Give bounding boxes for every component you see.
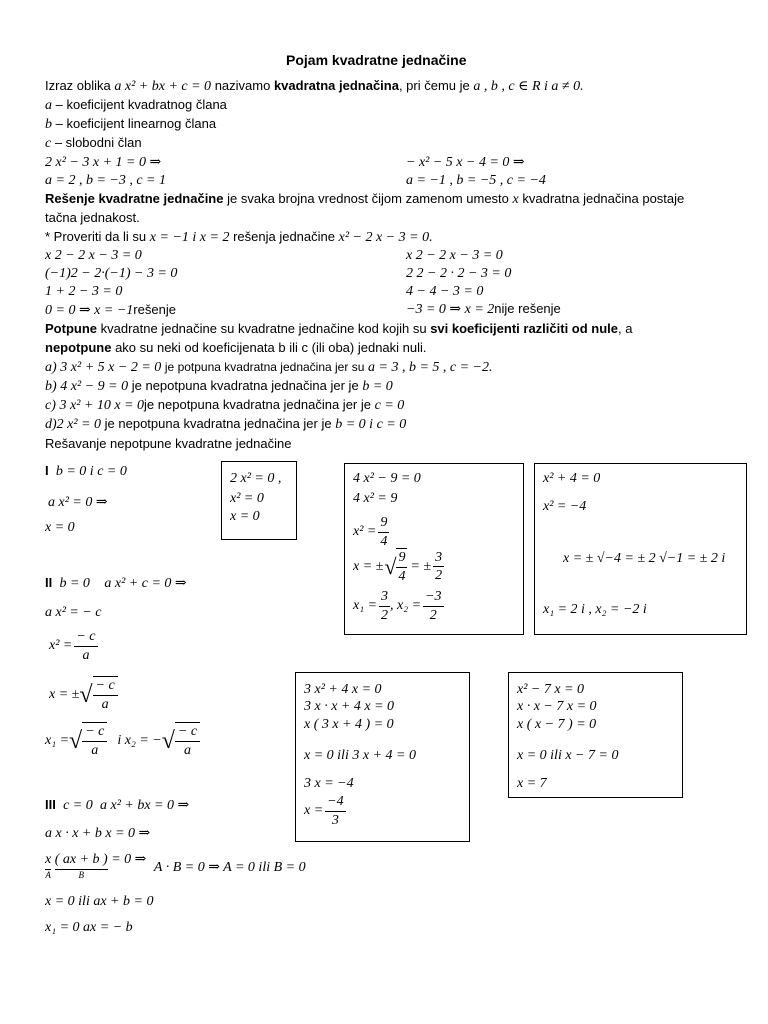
check-prompt: * Proveriti da li su x = −1 i x = 2 rešenja jednačine x² − 2 x − 3 = 0. [45, 229, 433, 245]
general-equation: a x² + bx + c = 0 [114, 79, 212, 94]
check-right-1: x 2 − 2 x − 3 = 0 [406, 248, 503, 263]
check-left-2: (−1)2 − 2·(−1) − 3 = 0 [45, 266, 178, 281]
coef-b: b – koeficijent linearnog člana [45, 116, 217, 132]
solution-definition-cont: tačna jednakost. [45, 210, 140, 225]
case2-header: II b = 0 a x² + c = 0 ⇒ [45, 575, 187, 591]
example1-coef: a = 2 , b = −3 , c = 1 [45, 173, 167, 188]
case1-header: I b = 0 i c = 0 [45, 463, 127, 479]
check-left-4: 0 = 0 ⇒ x = −1rešenje [45, 302, 176, 318]
check-left-1: x 2 − 2 x − 3 = 0 [45, 248, 142, 263]
coef-a: a – koeficijent kvadratnog člana [45, 97, 227, 113]
case2-line4: x₁ = √ − c a i x₂ = − √ − c a [45, 722, 200, 759]
example-a: a) 3 x² + 5 x − 2 = 0 je potpuna kvadratna jednačina jer su a = 3 , b = 5 , c = −2. [45, 360, 493, 375]
case2-line2: x² = $\frac{- c}{a}$ [49, 629, 96, 663]
example2-coef: a = −1 , b = −5 , c = −4 [406, 173, 546, 188]
example2-eq: − x² − 5 x − 4 = 0 ⇒ [406, 155, 525, 170]
example-box-2: 4 x² − 9 = 0 4 x² = 9 x² = $\frac{9}{4}$ x = ± √ $\frac{9}{4}$ = ± $\frac{3}{2}$ x₁ = $\frac{3}{2}$ , x₂ = $\frac{-3}{2}$ [344, 463, 524, 635]
case2-line3: x = ± √ − c a [49, 676, 118, 713]
complete-definition: Potpune kvadratne jednačine su kvadratne jednačine kod kojih su svi koeficijenti različiti od nule, a [45, 321, 633, 336]
solution-definition: Rešenje kvadratne jednačine je svaka brojna vrednost čijom zamenom umesto x kvadratna jednačina postaje [45, 191, 685, 207]
case3-line4: x₁ = 0 ax = − b [45, 920, 133, 935]
case1-line2: x = 0 [45, 520, 75, 535]
example-b: b) 4 x² − 9 = 0 je nepotpuna kvadratna jednačina jer je b = 0 [45, 378, 393, 394]
check-right-2: 2 2 − 2 · 2 − 3 = 0 [406, 266, 512, 281]
case3-line2: x A ( ax + b ) B = 0 ⇒ A · B = 0 ⇒ A = 0 ili B = 0 [45, 852, 306, 880]
example-box-1: 2 x² = 0 , x² = 0 x = 0 [221, 461, 297, 540]
case1-line1: a x² = 0 ⇒ [48, 495, 108, 510]
case2-line1: a x² = − c [45, 605, 102, 620]
check-right-4: −3 = 0 ⇒ x = 2nije rešenje [406, 301, 561, 317]
case3-line3: x = 0 ili ax + b = 0 [45, 894, 154, 909]
case3-header: III c = 0 a x² + bx = 0 ⇒ [45, 797, 190, 813]
example-box-5: x² − 7 x = 0 x · x − 7 x = 0 x ( x − 7 ) = 0 x = 0 ili x − 7 = 0 x = 7 [508, 672, 683, 798]
coef-c: c – slobodni član [45, 135, 142, 151]
example-box-4: 3 x² + 4 x = 0 3 x · x + 4 x = 0 x ( 3 x + 4 ) = 0 x = 0 ili 3 x + 4 = 0 3 x = −4 x = $\frac{-4}{3}$ [295, 672, 470, 842]
example-box-3: x² + 4 = 0 x² = −4 x = ± √−4 = ± 2 √−1 = ± 2 i x₁ = 2 i , x₂ = −2 i [534, 463, 747, 635]
intro-line: Izraz oblika a x² + bx + c = 0 nazivamo kvadratna jednačina, pri čemu je a , b , c ∈ R i a ≠ 0. [45, 78, 584, 94]
check-right-3: 4 − 4 − 3 = 0 [406, 284, 484, 299]
example1-eq: 2 x² − 3 x + 1 = 0 ⇒ [45, 155, 162, 170]
example-c: c) 3 x² + 10 x = 0je nepotpuna kvadratna jednačina jer je c = 0 [45, 397, 405, 413]
section-heading: Rešavanje nepotpune kvadratne jednačine [45, 436, 292, 451]
incomplete-definition: nepotpune ako su neki od koeficijenata b ili c (ili oba) jednaki nuli. [45, 340, 427, 355]
case3-line1: a x · x + b x = 0 ⇒ [45, 826, 151, 841]
page-title: Pojam kvadratne jednačine [286, 52, 467, 68]
check-left-3: 1 + 2 − 3 = 0 [45, 284, 123, 299]
example-d: d)2 x² = 0 je nepotpuna kvadratna jednačina jer je b = 0 i c = 0 [45, 416, 407, 432]
